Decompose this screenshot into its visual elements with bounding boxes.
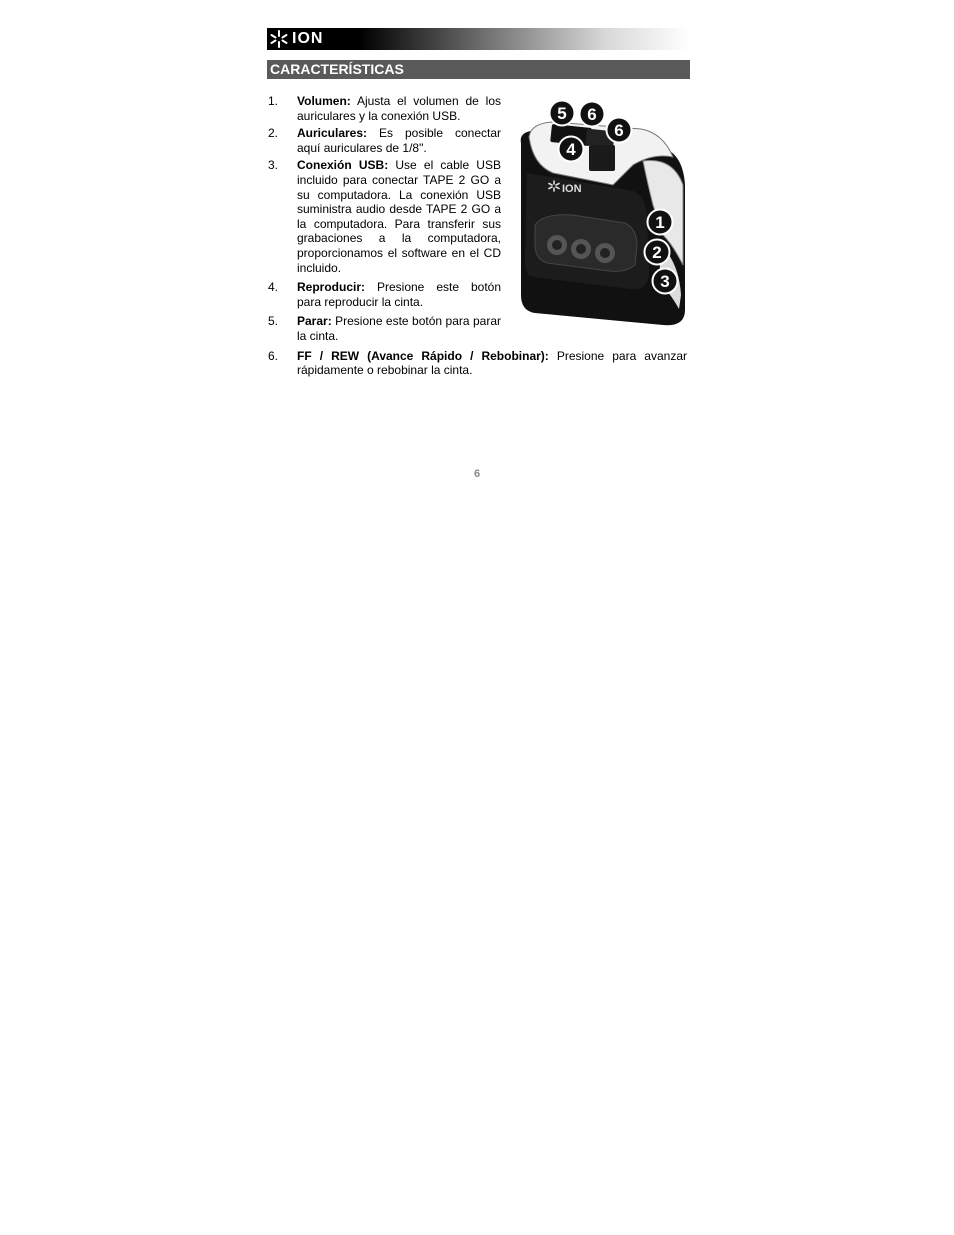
callout-badge [653, 269, 678, 294]
svg-text:6: 6 [614, 121, 624, 140]
ion-asterisk-icon [270, 30, 288, 48]
item-number: 3. [268, 158, 279, 173]
item-term: Conexión USB: [297, 158, 389, 173]
section-bar [267, 60, 690, 79]
item-number: 1. [268, 94, 279, 108]
svg-text:ION: ION [562, 183, 582, 195]
item-term: FF / REW (Avance Rápido / Rebobinar): [297, 348, 549, 363]
callout-badge [648, 210, 673, 235]
callout-badge [559, 137, 584, 162]
callout-badge [607, 118, 632, 143]
header-bar [267, 28, 690, 50]
svg-text:2: 2 [652, 243, 662, 262]
device-photo [513, 95, 690, 330]
list-item [268, 158, 501, 275]
svg-text:6: 6 [587, 105, 597, 124]
svg-text:5: 5 [557, 104, 567, 123]
page-number: 6 [473, 468, 481, 480]
callout-badge [550, 101, 575, 126]
item-number: 4. [268, 280, 279, 295]
ion-logo [270, 30, 323, 48]
item-number: 2. [268, 126, 279, 141]
logo-text: ION [292, 30, 324, 47]
item-text: Use el cable USB incluido para conectar TAPE 2 GO a su computadora. La conexión USB suministra audio desde TAPE 2 GO a la computadora. Para transferir sus grabaciones a la computadora, proporcionamos el software en el CD incluido. [297, 158, 501, 275]
item-term: Volumen: [297, 94, 351, 108]
svg-text:3: 3 [660, 272, 670, 291]
item-term: Parar: [297, 314, 332, 329]
item-text: Presione este botón para parar la cinta. [297, 314, 501, 343]
callout-badge [580, 102, 605, 127]
item-term: Auriculares: [297, 126, 368, 141]
item-text: Es posible conectar aquí auriculares de 1/8". [297, 126, 501, 155]
list-item [268, 126, 501, 155]
callout-badge [645, 240, 670, 265]
list-item [268, 314, 501, 343]
list-item [268, 349, 687, 378]
section-title: CARACTERÍSTICAS [270, 61, 404, 77]
svg-text:1: 1 [655, 213, 665, 232]
item-term: Reproducir: [297, 280, 366, 295]
list-item [268, 94, 501, 123]
item-number: 5. [268, 314, 279, 329]
item-text: Presione para avanzar rápidamente o rebobinar la cinta. [297, 348, 687, 378]
item-number: 6. [268, 348, 279, 363]
item-text: Presione este botón para reproducir la cinta. [297, 280, 501, 309]
svg-text:4: 4 [566, 140, 576, 159]
list-item [268, 280, 501, 309]
item-text: Ajusta el volumen de los auriculares y la conexión USB. [297, 94, 501, 123]
